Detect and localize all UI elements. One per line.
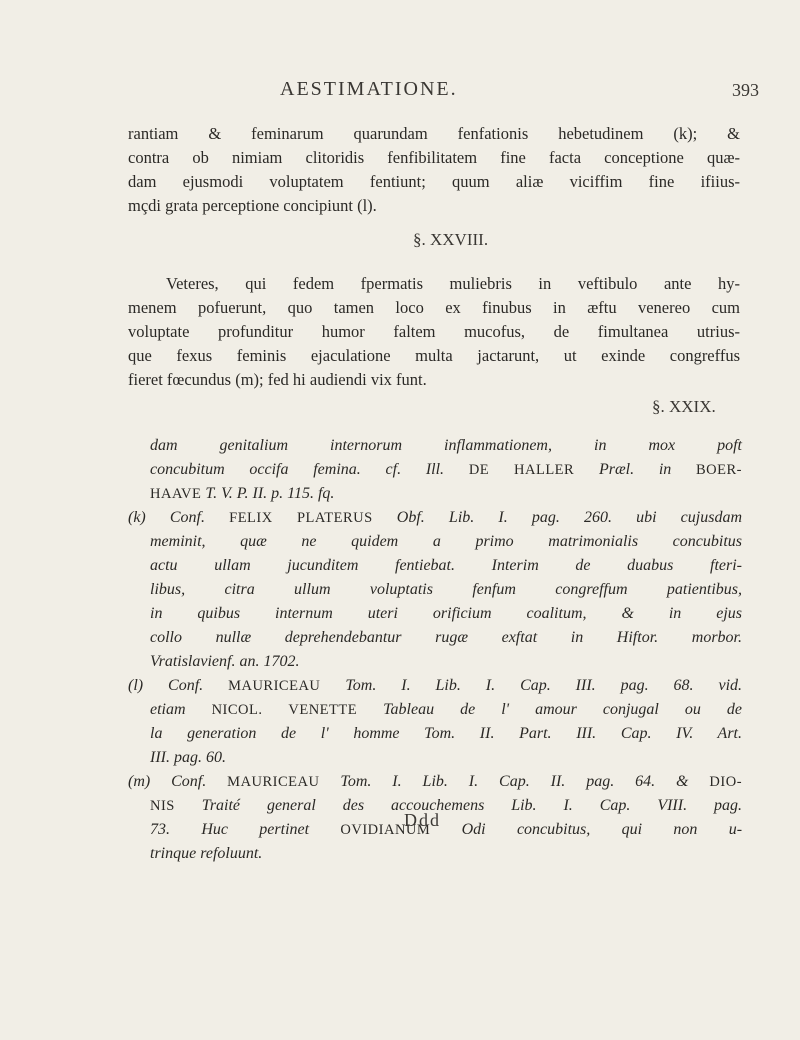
section-heading-29: §. XXIX.: [652, 397, 716, 416]
footnote-line: etiam NICOL. VENETTE Tableau de l' amour conjugal ou de: [150, 701, 742, 718]
text-line: fieret fœcundus (m); fed hi audiendi vix funt.: [128, 370, 427, 389]
text-line: mçdi grata perceptione concipiunt (l).: [128, 196, 377, 215]
footnote-line: HAAVE T. V. P. II. p. 115. fq.: [150, 485, 335, 502]
section-heading-28: §. XXVIII.: [413, 230, 489, 249]
footnote-line: actu ullam jucunditem fentiebat. Interim de duabus fteri-: [150, 557, 742, 574]
footnote-line: la generation de l' homme Tom. II. Part. III. Cap. IV. Art.: [150, 725, 742, 742]
running-head: AESTIMATIONE.: [280, 78, 458, 100]
signature-mark: Ddd: [404, 810, 441, 830]
page-header: [0, 78, 800, 118]
footnotes: [128, 434, 742, 866]
text-line: rantiam & feminarum quarundam fenfationis hebetudinem (k); &: [128, 124, 740, 143]
paragraph-continuation: [128, 122, 740, 218]
footnote-line: in quibus internum uteri orificium coalitum, & in ejus: [150, 605, 742, 622]
footnote-line: 73. Huc pertinet OVIDIANUM Odi concubitus, qui non u-: [150, 821, 743, 838]
text-line: dam ejusmodi voluptatem fentiunt; quum aliæ viciffim fine ifiius-: [128, 172, 740, 191]
footnote-line: concubitum occifa femina. cf. Ill. DE HALLER Præl. in BOER-: [150, 461, 743, 478]
text-line: voluptate profunditur humor faltem mucofus, de fimultanea utrius-: [128, 322, 740, 341]
footnote-line: libus, citra ullum voluptatis fenfum congreffum patientibus,: [150, 581, 742, 598]
text-line: menem pofuerunt, quo tamen loco ex finubus in æftu venereo cum: [128, 298, 740, 317]
footnote-l: (l) Conf. MAURICEAU Tom. I. Lib. I. Cap. III. pag. 68. vid.: [128, 677, 743, 694]
footnote-line: Vratislavienf. an. 1702.: [150, 653, 300, 670]
paragraph-veteres: [128, 272, 740, 392]
text-line: contra ob nimiam clitoridis fenfibilitatem fine facta conceptione quæ-: [128, 148, 740, 167]
footnote-k: (k) Conf. FELIX PLATERUS Obf. Lib. I. pag. 260. ubi cujusdam: [128, 509, 742, 526]
footnote-line: NIS Traité general des accouchemens Lib. I. Cap. VIII. pag.: [150, 797, 742, 814]
text-line: Veteres, qui fedem fpermatis muliebris in veftibulo ante hy-: [166, 274, 740, 293]
footnote-m: (m) Conf. MAURICEAU Tom. I. Lib. I. Cap. II. pag. 64. & DIO-: [128, 773, 743, 790]
footnote-line: collo nullæ deprehendebantur rugæ exftat in Hiftor. morbor.: [150, 629, 742, 646]
text-line: que fexus feminis ejaculatione multa jactarunt, ut exinde congreffus: [128, 346, 740, 365]
footnote-line: III. pag. 60.: [150, 749, 226, 766]
footnote-line: dam genitalium internorum inflammationem, in mox poft: [150, 437, 742, 454]
footnote-line: trinque refoluunt.: [150, 845, 263, 862]
page-number: 393: [732, 80, 759, 100]
footnote-line: meminit, quæ ne quidem a primo matrimonialis concubitus: [150, 533, 742, 550]
